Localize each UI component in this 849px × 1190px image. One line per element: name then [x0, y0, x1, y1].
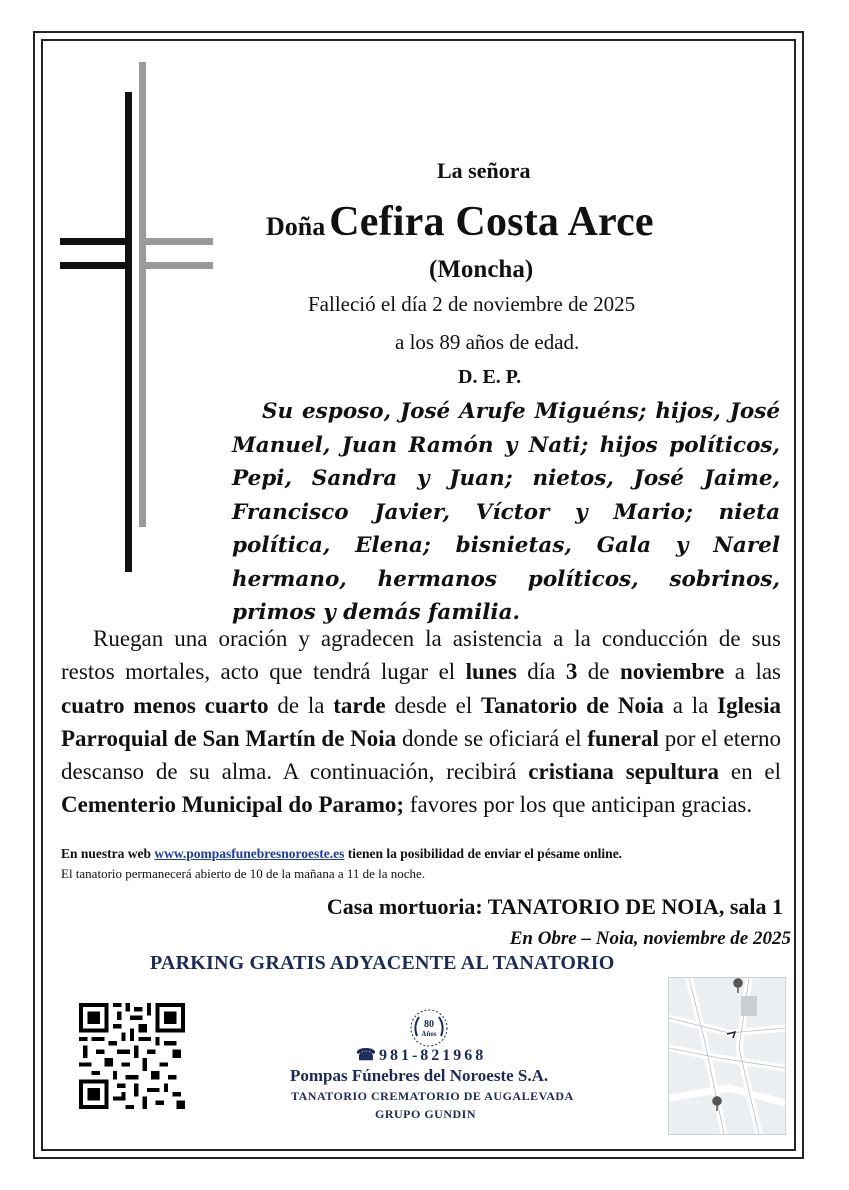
service-text: en el [719, 759, 782, 785]
service-text: de la [268, 692, 334, 718]
dep: D. E. P. [458, 366, 522, 388]
company-tanatorio: TANATORIO CREMATORIO DE AUGALEVADA [291, 1089, 574, 1103]
service-text: día [516, 659, 566, 685]
qr-code[interactable] [79, 1003, 185, 1109]
company-group: GRUPO GUNDIN [375, 1107, 476, 1121]
service-text: a la [663, 692, 718, 718]
location-map[interactable] [668, 977, 786, 1135]
service-burial: cristiana sepultura [528, 759, 720, 785]
service-text: Ruegan una oración y agradecen la asistencia a la conducción de sus restos mortales, acto que tendrá lugar el [61, 626, 781, 685]
service-month: noviembre [619, 659, 725, 685]
anniversary-badge-icon [409, 1008, 449, 1048]
company-name: Pompas Fúnebres del Noroeste S.A. [290, 1066, 549, 1085]
family-text: Su esposo, José Arufe Miguéns; hijos, José Manuel, Juan Ramón y Nati; hijos políticos, Pepi, Sandra y Juan; nietos, José Jaime, Francisco Javier, Víctor y Mario; nieta política, Elena; bisnietas, Gala y Narel hermano, hermanos políticos, sobrinos, primos y demás familia. [232, 399, 780, 625]
phone-line [356, 1045, 486, 1065]
deceased-name-line [266, 198, 654, 246]
place-date: En Obre – Noia, noviembre de 2025 [509, 928, 791, 949]
family-list [232, 395, 780, 630]
online-prefix: En nuestra web [61, 846, 155, 861]
age: a los 89 años de edad. [395, 330, 580, 354]
deceased-name: Cefira Costa Arce [329, 199, 654, 245]
honorific: Doña [266, 212, 326, 241]
service-text: de [577, 659, 620, 685]
service-origin: Tanatorio de Noia [481, 692, 664, 718]
website-link[interactable]: www.pompasfunebresnoroeste.es [154, 846, 345, 861]
phone-icon: ☎ [356, 1047, 379, 1064]
service-text: desde el [385, 692, 482, 718]
service-text: donde se oficiará el [396, 725, 588, 751]
service-date: 3 [565, 659, 578, 685]
badge-number: 80 [424, 1019, 434, 1030]
service-text: a las [724, 659, 782, 685]
service-time: cuatro menos cuarto [61, 692, 269, 718]
service-period: tarde [333, 692, 386, 718]
service-text: por el eterno descanso de su alma. A continuación, recibirá [61, 725, 781, 785]
nickname: (Moncha) [429, 256, 534, 283]
online-suffix: tienen la posibilidad de enviar el pésame online. [344, 846, 623, 861]
phone-number: 981-821968 [378, 1047, 487, 1064]
online-condolences [61, 846, 622, 862]
service-paragraph [61, 622, 781, 822]
service-day: lunes [465, 659, 517, 685]
service-funeral: funeral [587, 725, 659, 751]
service-cemetery: Cementerio Municipal do Paramo; [61, 792, 405, 818]
wake-location: Casa mortuoria: TANATORIO DE NOIA, sala 1 [326, 894, 783, 919]
death-date: Falleció el día 2 de noviembre de 2025 [308, 292, 636, 316]
parking-notice: PARKING GRATIS ADYACENTE AL TANATORIO [150, 952, 615, 974]
service-church: Iglesia Parroquial de San Martín de Noia [61, 692, 782, 751]
badge-text: Años [421, 1030, 437, 1038]
cross-icon [55, 62, 220, 582]
opening-hours: El tanatorio permanecerá abierto de 10 de la mañana a 11 de la noche. [61, 866, 426, 881]
title-prefix: La señora [437, 158, 531, 183]
service-text: favores por los que anticipan gracias. [404, 792, 753, 818]
